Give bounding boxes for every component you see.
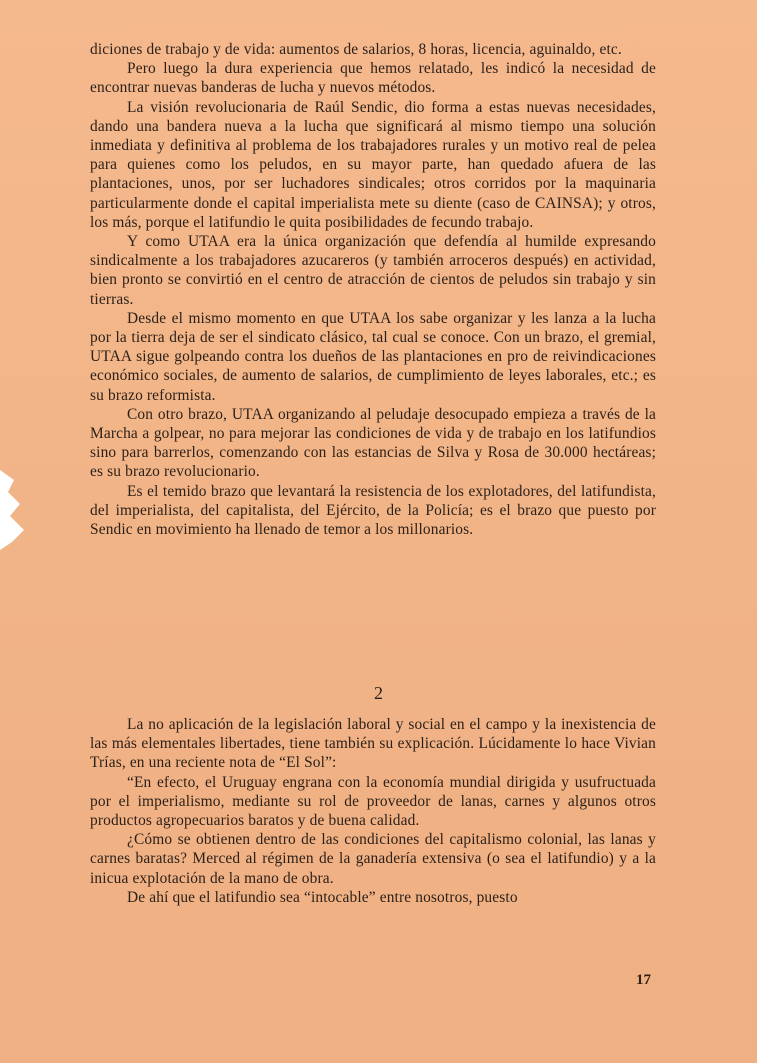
page-number: 17: [636, 972, 651, 988]
paragraph-7: Es el temido brazo que levantará la resistencia de los explotadores, del latifundista, del imperialista, del capitalista, del Ejército, de la Policía; es el brazo que puesto por Sendic en movimiento ha llenado de temor a los millonarios.: [90, 482, 656, 539]
paragraph-10: ¿Cómo se obtienen dentro de las condiciones del capitalismo colonial, las lanas y carnes baratas? Merced al régimen de la ganadería extensiva (o sea el latifundio) y a la inicua explotación de la mano de obra.: [90, 831, 656, 887]
section-number: 2: [374, 683, 383, 703]
paragraph-8: La no aplicación de la legislación laboral y social en el campo y la inexistencia de las más elementales libertades, tiene también su explicación. Lúcidamente lo hace Vivian Trías, en una reciente nota de “El Sol”:: [90, 716, 656, 772]
paragraph-11: De ahí que el latifundio sea “intocable” entre nosotros, puesto: [127, 888, 518, 906]
paragraph-9: “En efecto, el Uruguay engrana con la economía mundial dirigida y usufructuada por el imperialismo, mediante su rol de proveedor de lanas, carnes y algunos otros productos agropecuarios baratos y de buena calidad.: [90, 773, 656, 830]
paragraph-3: La visión revolucionaria de Raúl Sendic, dio forma a estas nuevas necesidades, dando una bandera nueva a la lucha que significará al mismo tiempo una solución inmediata y definitiva al problema de los trabajadores rurales y un motivo real de pelea para quienes como los peludos, en su mayor parte, han quedado afuera de las plantaciones, unos, por ser luchadores sindicales; otros corridos por la maquinaria particularmente donde el capital imperialista mete su diente (caso de CAINSA); y otros, los más, porque el latifundio le quita posibilidades de fecundo trabajo.: [90, 98, 656, 231]
paragraph-1: diciones de trabajo y de vida: aumentos de salarios, 8 horas, licencia, aguinaldo, etc.: [90, 41, 622, 58]
paragraph-2: Pero luego la dura experiencia que hemos relatado, les indicó la necesidad de encontrar nuevas banderas de lucha y nuevos métodos.: [90, 60, 656, 97]
paragraph-5: Desde el mismo momento en que UTAA los sabe organizar y les lanza a la lucha por la tierra deja de ser el sindicato clásico, tal cual se conoce. Con un brazo, el gremial, UTAA sigue golpeando contra los dueños de las plantaciones en pro de reivindicaciones económico sociales, de aumento de salarios, de cumplimiento de leyes laborales, etc.; es su brazo reformista.: [90, 309, 656, 404]
body-text-section-2: [90, 715, 656, 907]
body-text-section-1: [90, 40, 656, 539]
torn-edge: [0, 470, 30, 550]
paragraph-6: Con otro brazo, UTAA organizando al peludaje desocupado empieza a través de la Marcha a golpear, no para mejorar las condiciones de vida y de trabajo en los latifundios sino para barrerlos, comenzando con las estancias de Silva y Rosa de 30.000 hectáreas; es su brazo revolucionario.: [90, 405, 656, 481]
paragraph-4: Y como UTAA era la única organización que defendía al humilde expresando sindicalmente a los trabajadores azucareros (y también arroceros después) en actividad, bien pronto se convirtió en el centro de atracción de cientos de peludos sin trabajo y sin tierras.: [90, 233, 656, 308]
